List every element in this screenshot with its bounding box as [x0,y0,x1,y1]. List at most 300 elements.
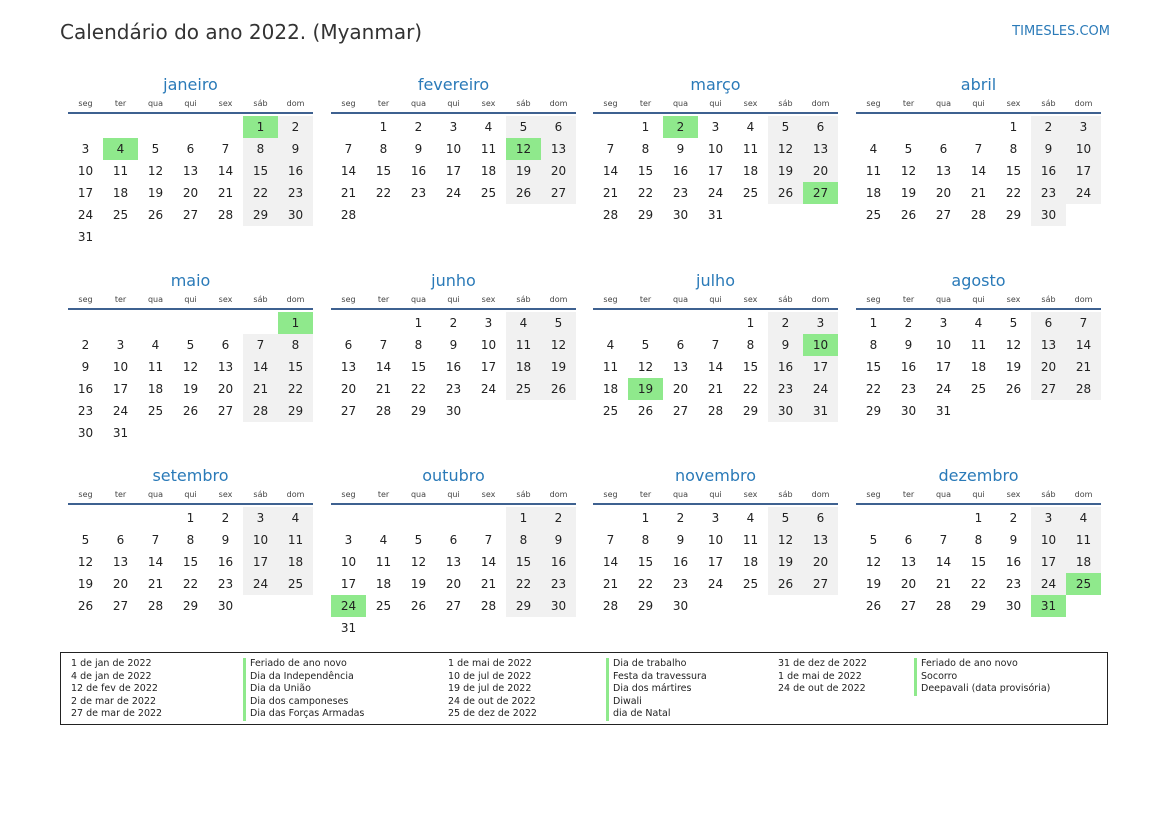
day-cell: 6 [939,142,948,156]
day-cell: 27 [112,599,129,613]
day-cell: 16 [541,551,576,573]
weekday-label: ter [377,295,390,304]
day-cell: 19 [768,551,803,573]
day-cell: 29 [637,208,654,222]
day-cell: 23 [217,577,234,591]
day-cell: 13 [900,555,917,569]
weekday-label: sáb [253,490,268,499]
day-cell: 11 [480,142,497,156]
day-cell: 30 [1031,204,1066,226]
month-name: junho [431,271,476,290]
day-cell: 6 [904,533,913,547]
day-cell: 20 [112,577,129,591]
weekday-label: sex [1006,490,1021,499]
weekday-label: ter [639,295,652,304]
day-cell: 25 [742,577,759,591]
month-fevereiro [331,74,576,226]
day-cell: 30 [445,404,462,418]
day-cell: 15 [1005,164,1022,178]
empty-cell [331,312,366,334]
day-cell: 27 [1031,378,1066,400]
day-cell: 17 [803,356,838,378]
date-grid [593,116,838,226]
weekday-label: seg [866,295,881,304]
day-cell: 20 [445,577,462,591]
day-cell: 30 [278,204,313,226]
day-cell: 24 [935,382,952,396]
date-grid [593,312,838,422]
legend-date: 2 de mar de 2022 [71,695,157,707]
legend-holiday-name: Dia da Independência [243,671,364,684]
day-cell: 14 [243,356,278,378]
day-cell: 9 [1031,138,1066,160]
day-cell: 3 [484,316,493,330]
day-cell: 27 [217,404,234,418]
day-cell: 18 [602,382,619,396]
day-cell: 10 [480,338,497,352]
day-cell: 23 [672,186,689,200]
day-cell: 3 [1031,507,1066,529]
day-cell: 20 [541,160,576,182]
weekday-label: sáb [778,295,793,304]
day-cell: 14 [935,555,952,569]
day-cell: 15 [970,555,987,569]
weekday-label: qui [972,295,985,304]
day-cell: 29 [410,404,427,418]
day-cell: 23 [77,404,94,418]
day-cell: 5 [641,338,650,352]
day-cell: 26 [506,182,541,204]
day-cell: 21 [602,577,619,591]
month-setembro [68,465,313,617]
day-cell: 29 [742,404,759,418]
day-cell: 29 [970,599,987,613]
weekday-label: qui [447,99,460,108]
day-cell: 30 [900,404,917,418]
day-cell: 13 [672,360,689,374]
site-link[interactable]: TIMESLES.COM [1012,24,1110,39]
day-cell: 18 [865,186,882,200]
day-cell: 17 [77,186,94,200]
day-cell: 9 [278,138,313,160]
day-cell: 9 [541,529,576,551]
empty-cell [593,116,628,138]
day-cell: 21 [340,186,357,200]
day-cell: 28 [340,208,357,222]
weekday-label: dom [286,99,305,108]
empty-cell [698,312,733,334]
weekday-label: dom [286,490,305,499]
day-cell: 1 [974,511,983,525]
day-cell: 7 [243,334,278,356]
day-cell: 25 [970,382,987,396]
legend-holiday-name: Dia dos camponeses [243,696,364,709]
day-cell: 14 [1066,334,1101,356]
day-cell: 18 [147,382,164,396]
month-name: agosto [951,271,1006,290]
day-cell: 12 [768,529,803,551]
month-julho [593,270,838,422]
empty-cell [593,507,628,529]
day-cell: 8 [278,334,313,356]
weekday-label: qua [935,490,952,499]
day-cell: 19 [182,382,199,396]
day-cell: 1 [641,120,650,134]
weekday-label: qui [184,295,197,304]
day-cell: 26 [768,573,803,595]
empty-cell [961,116,996,138]
day-cell: 16 [1031,160,1066,182]
day-cell: 22 [410,382,427,396]
weekday-label: sex [743,490,758,499]
day-cell: 20 [217,382,234,396]
legend-date: 10 de jul de 2022 [448,670,532,682]
day-cell: 6 [1031,312,1066,334]
empty-cell [436,507,471,529]
day-cell: 19 [541,356,576,378]
empty-cell [331,116,366,138]
day-cell: 12 [182,360,199,374]
month-outubro [331,465,576,639]
weekday-label: ter [902,490,915,499]
day-cell: 29 [278,400,313,422]
weekday-header [68,487,313,505]
weekday-label: qua [935,295,952,304]
weekday-header [856,487,1101,505]
day-cell: 4 [606,338,615,352]
empty-cell [593,312,628,334]
weekday-label: sáb [1041,99,1056,108]
day-cell: 2 [541,507,576,529]
day-cell: 2 [278,116,313,138]
date-grid [856,116,1101,226]
day-cell: 3 [711,120,720,134]
legend-holiday-name: Dia da União [243,683,364,696]
day-cell: 22 [742,382,759,396]
empty-cell [401,507,436,529]
day-cell: 2 [414,120,423,134]
day-cell: 20 [900,577,917,591]
page-title: Calendário do ano 2022. (Myanmar) [60,20,423,44]
day-cell: 31 [112,426,129,440]
weekday-label: dom [549,295,568,304]
day-cell: 21 [707,382,724,396]
day-cell: 21 [1066,356,1101,378]
day-cell: 3 [116,338,125,352]
day-cell: 28 [243,400,278,422]
day-cell: 12 [900,164,917,178]
day-cell: 18 [278,551,313,573]
day-cell: 22 [637,186,654,200]
day-cell: 5 [541,312,576,334]
day-cell: 6 [221,338,230,352]
day-cell: 22 [375,186,392,200]
day-cell: 28 [375,404,392,418]
month-novembro [593,465,838,617]
day-cell: 23 [410,186,427,200]
weekday-label: dom [1074,490,1093,499]
day-cell: 13 [340,360,357,374]
day-cell: 7 [344,142,353,156]
day-cell: 19 [147,186,164,200]
day-cell: 23 [768,378,803,400]
holiday-day-cell: 19 [628,378,663,400]
day-cell: 8 [186,533,195,547]
day-cell: 19 [1005,360,1022,374]
day-cell: 20 [182,186,199,200]
weekday-label: seg [341,99,356,108]
day-cell: 4 [746,120,755,134]
day-cell: 15 [637,164,654,178]
day-cell: 21 [243,378,278,400]
empty-cell [331,507,366,529]
day-cell: 24 [1066,182,1101,204]
day-cell: 1 [186,511,195,525]
day-cell: 20 [672,382,689,396]
day-cell: 3 [803,312,838,334]
day-cell: 24 [77,208,94,222]
month-name: julho [696,271,735,290]
weekday-label: sáb [1041,295,1056,304]
month-janeiro [68,74,313,248]
day-cell: 28 [602,208,619,222]
day-cell: 11 [147,360,164,374]
day-cell: 4 [1066,507,1101,529]
weekday-header [331,487,576,505]
day-cell: 28 [1066,378,1101,400]
day-cell: 25 [147,404,164,418]
month-junho [331,270,576,422]
holiday-day-cell: 4 [103,138,138,160]
holiday-day-cell: 12 [506,138,541,160]
weekday-label: sáb [1041,490,1056,499]
day-cell: 29 [182,599,199,613]
day-cell: 30 [77,426,94,440]
day-cell: 22 [182,577,199,591]
day-cell: 1 [1009,120,1018,134]
day-cell: 11 [742,533,759,547]
legend-holiday-name: Deepavali (data provisória) [914,683,1050,696]
day-cell: 6 [186,142,195,156]
day-cell: 25 [602,404,619,418]
empty-cell [471,507,506,529]
day-cell: 18 [112,186,129,200]
day-cell: 10 [707,533,724,547]
day-cell: 6 [541,116,576,138]
empty-cell [891,116,926,138]
day-cell: 15 [243,160,278,182]
day-cell: 19 [410,577,427,591]
holiday-day-cell: 1 [278,312,313,334]
holiday-day-cell: 2 [663,116,698,138]
day-cell: 8 [746,338,755,352]
day-cell: 25 [865,208,882,222]
holiday-legend [60,652,1108,725]
day-cell: 13 [803,138,838,160]
day-cell: 28 [602,599,619,613]
day-cell: 14 [340,164,357,178]
weekday-label: seg [603,99,618,108]
day-cell: 10 [243,529,278,551]
day-cell: 3 [344,533,353,547]
day-cell: 31 [707,208,724,222]
empty-cell [208,116,243,138]
empty-cell [366,312,401,334]
day-cell: 26 [147,208,164,222]
day-cell: 16 [217,555,234,569]
holiday-day-cell: 31 [1031,595,1066,617]
day-cell: 17 [1066,160,1101,182]
weekday-label: ter [377,99,390,108]
day-cell: 13 [803,529,838,551]
day-cell: 8 [974,533,983,547]
legend-date: 1 de mai de 2022 [448,658,532,669]
weekday-label: sex [481,99,496,108]
day-cell: 4 [746,511,755,525]
weekday-label: ter [639,490,652,499]
month-name: novembro [675,466,756,485]
empty-cell [208,312,243,334]
empty-cell [663,312,698,334]
weekday-label: dom [811,490,830,499]
day-cell: 23 [445,382,462,396]
weekday-header [331,96,576,114]
month-name: outubro [422,466,485,485]
day-cell: 11 [865,164,882,178]
legend-holiday-name: Socorro [914,671,1050,684]
day-cell: 11 [602,360,619,374]
day-cell: 23 [278,182,313,204]
day-cell: 16 [768,356,803,378]
day-cell: 12 [77,555,94,569]
weekday-label: seg [341,490,356,499]
day-cell: 8 [641,142,650,156]
empty-cell [173,312,208,334]
day-cell: 15 [182,555,199,569]
day-cell: 11 [278,529,313,551]
weekday-label: qua [147,490,164,499]
weekday-label: sáb [253,295,268,304]
empty-cell [926,116,961,138]
weekday-label: qui [709,490,722,499]
day-cell: 16 [410,164,427,178]
day-cell: 24 [112,404,129,418]
day-cell: 27 [672,404,689,418]
day-cell: 10 [445,142,462,156]
day-cell: 12 [1005,338,1022,352]
weekday-label: seg [603,295,618,304]
day-cell: 17 [243,551,278,573]
empty-cell [628,312,663,334]
day-cell: 13 [935,164,952,178]
day-cell: 9 [221,533,230,547]
weekday-label: ter [114,295,127,304]
legend-holiday-name: Diwali [606,696,707,709]
legend-date: 24 de out de 2022 [778,683,866,694]
legend-holiday-name: Dia dos mártires [606,683,707,696]
empty-cell [138,507,173,529]
day-cell: 18 [742,164,759,178]
holiday-day-cell: 25 [1066,573,1101,595]
empty-cell [103,312,138,334]
empty-cell [856,507,891,529]
legend-holiday-name: dia de Natal [606,708,707,721]
day-cell: 17 [480,360,497,374]
day-cell: 12 [410,555,427,569]
day-cell: 18 [506,356,541,378]
weekday-header [593,292,838,310]
day-cell: 30 [217,599,234,613]
day-cell: 21 [970,186,987,200]
day-cell: 11 [1066,529,1101,551]
empty-cell [891,507,926,529]
day-cell: 25 [375,599,392,613]
day-cell: 1 [746,316,755,330]
day-cell: 20 [1031,356,1066,378]
date-grid [68,116,313,248]
date-grid [331,507,576,639]
date-grid [593,507,838,617]
day-cell: 12 [147,164,164,178]
weekday-label: qui [709,99,722,108]
legend-date: 4 de jan de 2022 [71,670,152,682]
weekday-label: qua [147,295,164,304]
day-cell: 1 [414,316,423,330]
day-cell: 3 [711,511,720,525]
day-cell: 20 [803,551,838,573]
day-cell: 10 [1066,138,1101,160]
weekday-label: qua [147,99,164,108]
weekday-label: dom [549,99,568,108]
day-cell: 27 [803,573,838,595]
weekday-label: sex [481,295,496,304]
day-cell: 26 [410,599,427,613]
day-cell: 15 [375,164,392,178]
weekday-label: seg [866,99,881,108]
weekday-label: qui [972,99,985,108]
day-cell: 12 [637,360,654,374]
day-cell: 30 [672,599,689,613]
day-cell: 27 [935,208,952,222]
day-cell: 17 [445,164,462,178]
day-cell: 10 [340,555,357,569]
day-cell: 7 [1066,312,1101,334]
day-cell: 7 [151,533,160,547]
day-cell: 29 [243,204,278,226]
day-cell: 17 [707,555,724,569]
weekday-label: sex [218,490,233,499]
weekday-label: dom [549,490,568,499]
weekday-label: qua [672,295,689,304]
day-cell: 2 [676,511,685,525]
legend-date-column [71,658,162,721]
weekday-header [856,292,1101,310]
day-cell: 15 [506,551,541,573]
day-cell: 13 [1031,334,1066,356]
day-cell: 28 [935,599,952,613]
weekday-label: qui [447,490,460,499]
day-cell: 16 [900,360,917,374]
day-cell: 13 [445,555,462,569]
legend-date: 1 de mai de 2022 [778,670,862,682]
empty-cell [68,507,103,529]
day-cell: 3 [1066,116,1101,138]
day-cell: 19 [506,160,541,182]
day-cell: 7 [606,142,615,156]
weekday-label: seg [341,295,356,304]
legend-holiday-name: Dia de trabalho [606,658,707,671]
day-cell: 26 [1005,382,1022,396]
